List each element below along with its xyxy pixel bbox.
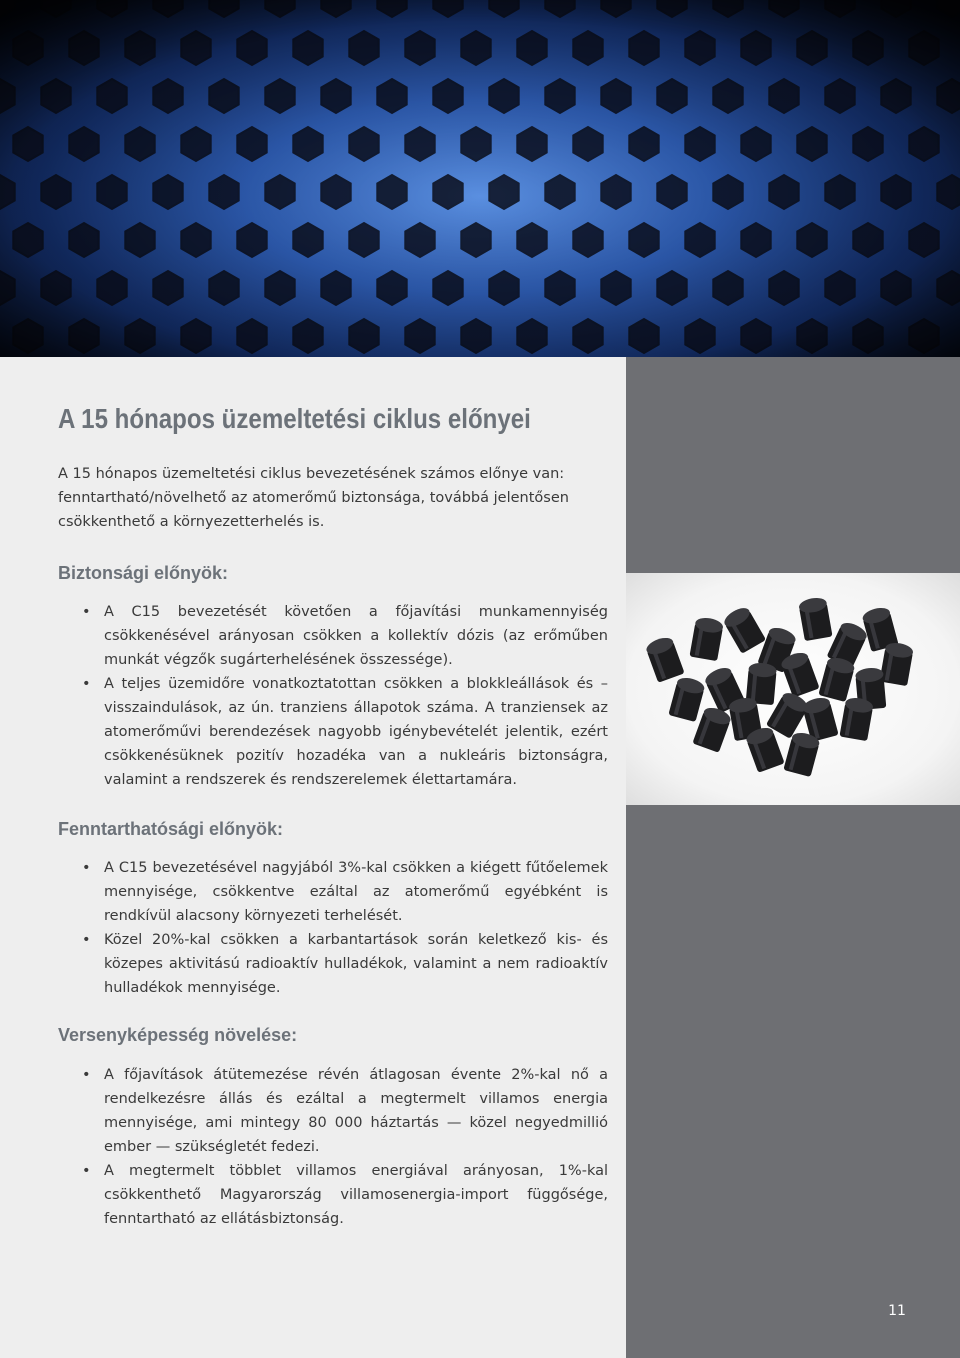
pellet-shape [721,604,766,654]
list-item: • A megtermelt többlet villamos energiával arányosan, 1%-kal csökkenthető Magyarország villamosenergia-import függősége, fenntartható az ellátásbiztonság. [82,1159,608,1231]
list-item: • A C15 bevezetésével nagyjából 3%-kal csökken a kiégett fűtőelemek mennyisége, csökkentve ezáltal az atomerőmű egyébként is rendkívül alacsony környezeti terhelését. [82,856,608,928]
safety-heading: Biztonsági előnyök: [58,563,229,583]
pellet-shape [798,596,833,641]
pellet-shape [692,705,732,753]
list-item: • A teljes üzemidőre vonatkoztatottan csökken a blokkleállások és –visszaindulások, az ún. tranziens állapotok száma. A tranziensek az atomerőművi berendezések nagyobb igénybevételét jelentik, ezért csökkenésüknek pozitív hozadéka van a nukleáris biztonságra, valamint a rendszerek és rendszerelemek élettartamára. [82,672,608,792]
side-panel [626,357,960,1358]
pellet-shape [668,675,706,722]
competitiveness-heading: Versenyképesség növelése: [58,1025,298,1045]
sustainability-heading: Fenntarthatósági előnyök: [58,819,284,839]
competitiveness-list [82,1063,608,1231]
page-title: A 15 hónapos üzemeltetési ciklus előnyei [58,403,531,434]
pellets-illustration [626,573,960,805]
hex-grid-pattern [0,0,960,357]
intro-paragraph: A 15 hónapos üzemeltetési ciklus bevezetésének számos előnye van: fenntartható/növelhető az atomerőmű biztonsága, továbbá jelentősen csökkenthető a környezetterhelés is. [58,466,569,530]
pellet-shape [644,635,684,683]
list-item: • A C15 bevezetését követően a főjavítási munkamennyiség csökkenésével arányosan csökken a kollektív dózis (az erőműben munkát végzők sugárterhelésének összessége). [82,600,608,672]
pellet-shape [839,696,874,741]
fuel-pellets-photo [626,573,960,805]
pellet-shape [689,616,724,661]
page-number: 11 [888,1303,906,1319]
reactor-core-photo [0,0,960,357]
sustainability-list [82,856,608,1000]
list-item: • A főjavítások átütemezése révén átlagosan évente 2%-kal nő a rendelkezésre állás és ezáltal a megtermelt villamos energia mennyisége, ami mintegy 80 000 háztartás — közel negyedmillió ember — szükségletét fedezi. [82,1063,608,1159]
list-item: • Közel 20%-kal csökken a karbantartások során keletkező kis- és közepes aktivitású radioaktív hulladékok, valamint a nem radioaktív hulladékok mennyisége. [82,928,608,1000]
safety-list [82,600,608,792]
